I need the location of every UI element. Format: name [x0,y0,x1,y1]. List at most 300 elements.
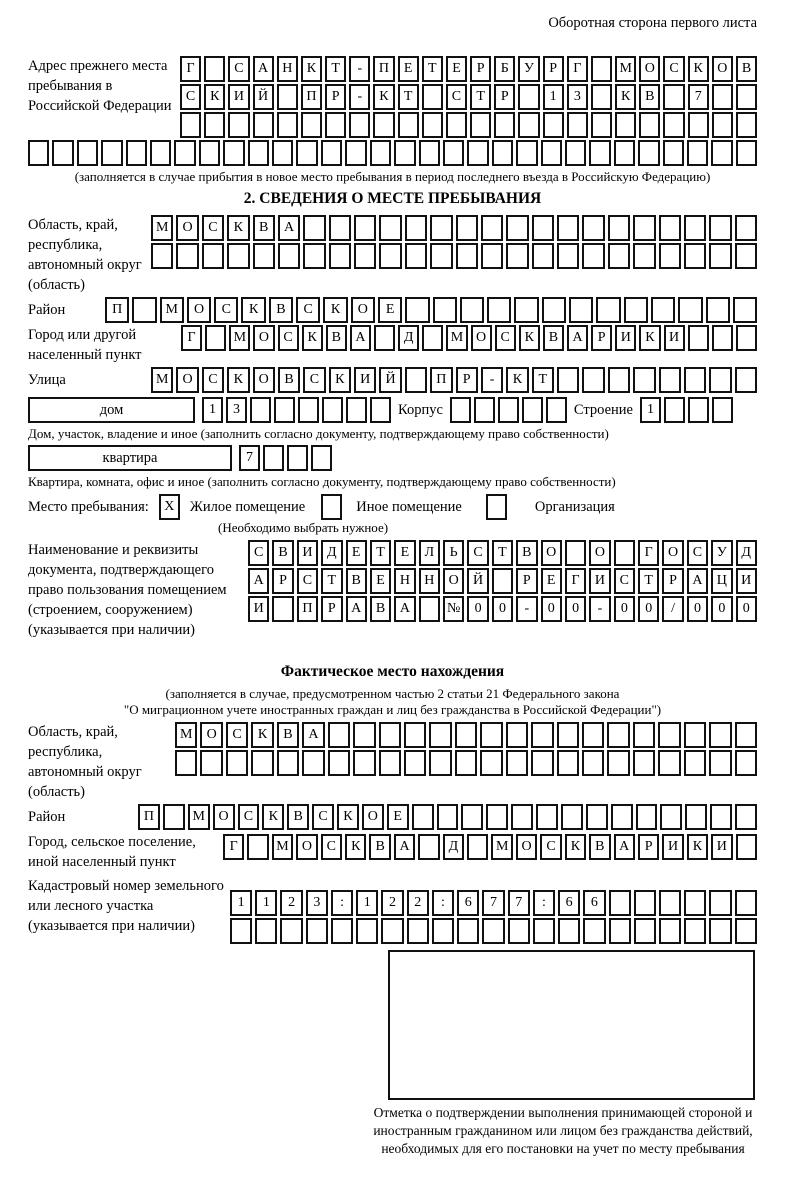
char-cell [589,140,610,166]
char-cell: К [565,834,586,860]
char-cell [202,243,224,269]
char-cell [301,112,322,138]
char-cell [633,215,655,241]
char-cell [498,397,519,423]
char-cell: В [589,834,610,860]
char-cell: Д [398,325,419,351]
char-cell [151,243,173,269]
char-cell [398,112,419,138]
field-previous-address [28,56,757,138]
char-cell: Й [467,568,488,594]
char-cell: В [272,540,293,566]
cadastral-row2 [230,918,757,944]
street-label: Улица [28,372,66,388]
char-cell: О [443,568,464,594]
char-cell: В [639,84,660,110]
char-cell [614,140,635,166]
char-cell [659,367,681,393]
char-cell [685,804,707,830]
char-cell: В [736,56,757,82]
char-cell: Р [325,84,346,110]
char-cell [296,140,317,166]
char-cell [277,750,299,776]
char-cell [345,140,366,166]
char-cell: 7 [508,890,530,916]
char-cell [250,397,271,423]
char-cell: О [362,804,384,830]
char-cell: 0 [711,596,732,622]
char-cell: 0 [638,596,659,622]
char-cell [28,140,49,166]
char-cell: Е [541,568,562,594]
char-cell [567,112,588,138]
char-cell: : [432,890,454,916]
char-cell: И [662,834,683,860]
char-cell [712,325,733,351]
char-cell [659,243,681,269]
char-cell: С [687,540,708,566]
residential-label: Жилое помещение [189,499,306,515]
confirmation-stamp-caption: Отметка о подтверждении выполнения принимающей стороной и иностранным гражданином или лицом без гражданства действий, необходимых для его постановки на учет по месту пребывания [373,1105,753,1156]
char-cell [533,918,555,944]
char-cell [639,112,660,138]
char-cell: С [467,540,488,566]
char-cell [531,722,553,748]
char-cell [419,140,440,166]
char-cell: 0 [565,596,586,622]
char-cell [506,750,528,776]
char-cell [586,804,608,830]
char-cell: А [687,568,708,594]
district-label: Район [28,302,66,318]
char-cell [223,140,244,166]
char-cell [379,243,401,269]
char-cell [467,834,488,860]
char-cell [736,140,757,166]
organization-label: Организация [534,499,615,515]
char-cell: В [269,297,293,323]
document-row1 [248,540,757,566]
char-cell: И [228,84,249,110]
char-cell: С [495,325,516,351]
char-cell: Й [379,367,401,393]
char-cell: Р [638,834,659,860]
char-cell: К [687,834,708,860]
char-cell [607,750,629,776]
char-cell [492,568,513,594]
char-cell: Р [543,56,564,82]
char-cell [684,243,706,269]
char-cell [532,243,554,269]
char-cell [712,397,733,423]
char-cell: У [518,56,539,82]
char-cell [735,367,757,393]
other-premises-label: Иное помещение [356,499,462,515]
char-cell: К [227,367,249,393]
char-cell: - [349,56,370,82]
document-row3 [248,596,757,622]
street-row [151,367,757,393]
char-cell: Б [494,56,515,82]
char-cell: П [297,596,318,622]
char-cell [432,918,454,944]
char-cell [542,297,566,323]
region-label: Область, край, республика, автономный округ (область) [28,217,142,293]
char-cell [709,367,731,393]
city-actual-row [223,834,757,860]
char-cell: 0 [492,596,513,622]
char-cell: Г [180,56,201,82]
char-cell: В [369,834,390,860]
house-caption: Дом, участок, владение и иное (заполнить согласно документу, подтверждающему право собственности) [28,426,609,441]
char-cell [518,84,539,110]
char-cell [418,834,439,860]
char-cell: А [614,834,635,860]
char-cell: Ц [711,568,732,594]
char-cell: С [228,56,249,82]
char-cell: 7 [482,890,504,916]
char-cell: А [346,596,367,622]
char-cell: М [615,56,636,82]
char-cell: / [662,596,683,622]
char-cell [735,918,757,944]
char-cell [176,243,198,269]
char-cell: В [370,596,391,622]
stroenie-label: Строение [573,402,633,418]
char-cell [557,750,579,776]
char-cell: В [516,540,537,566]
char-cell [287,445,308,471]
char-cell [329,243,351,269]
char-cell: М [229,325,250,351]
char-cell [374,325,395,351]
char-cell [470,112,491,138]
char-cell: Г [565,568,586,594]
field-district [28,297,757,323]
char-cell [354,215,376,241]
house-number-cells [202,397,391,423]
actual-location-caption2: "О миграционном учете иностранных граждан и лиц без гражданства в Российской Федерации") [123,702,662,717]
char-cell: С [296,297,320,323]
char-cell [199,140,220,166]
district-actual-label: Район [28,809,66,825]
previous-address-label: Адрес прежнего места пребывания в Российской Федерации [28,58,172,114]
char-cell: К [373,84,394,110]
char-cell [557,243,579,269]
char-cell [101,140,122,166]
char-cell: : [533,890,555,916]
char-cell [204,56,225,82]
char-cell: В [326,325,347,351]
region-actual-label: Область, край, республика, автономный округ (область) [28,724,142,800]
char-cell: М [175,722,197,748]
field-stay-type [28,494,757,520]
char-cell: Т [370,540,391,566]
apartment-cells [239,445,757,471]
char-cell [633,367,655,393]
char-cell [684,918,706,944]
char-cell: К [302,325,323,351]
char-cell [325,112,346,138]
char-cell: Е [346,540,367,566]
char-cell [688,325,709,351]
char-cell [298,397,319,423]
char-cell [274,397,295,423]
char-cell: Г [638,540,659,566]
apartment-caption: Квартира, комната, офис и иное (заполнить согласно документу, подтверждающему право собственности) [28,474,616,489]
char-cell: М [491,834,512,860]
char-cell: 0 [687,596,708,622]
char-cell [582,750,604,776]
char-cell [422,84,443,110]
char-cell: - [349,84,370,110]
cadastral-label: Кадастровый номер земельного или лесного участка (указывается при наличии) [28,878,224,934]
char-cell: И [589,568,610,594]
char-cell: 7 [239,445,260,471]
char-cell [77,140,98,166]
char-cell: Р [272,568,293,594]
char-cell [624,297,648,323]
char-cell: 0 [614,596,635,622]
char-cell [429,750,451,776]
char-cell [709,215,731,241]
char-cell [678,297,702,323]
char-cell [634,918,656,944]
field-region [28,215,757,295]
city-actual-label: Город, сельское поселение, иной населенный пункт [28,834,196,870]
char-cell: И [664,325,685,351]
char-cell: К [251,722,273,748]
char-cell [379,750,401,776]
char-cell [633,243,655,269]
char-cell [482,918,504,944]
char-cell: О [712,56,733,82]
char-cell: 2 [381,890,403,916]
char-cell [263,445,284,471]
char-cell: 0 [736,596,757,622]
district-actual-row [138,804,757,830]
char-cell [518,112,539,138]
char-cell: 2 [407,890,429,916]
char-cell: К [519,325,540,351]
char-cell [248,140,269,166]
char-cell [437,804,459,830]
char-cell [404,722,426,748]
char-cell: А [248,568,269,594]
char-cell [651,297,675,323]
region-actual-row1 [175,722,757,748]
char-cell [531,750,553,776]
char-cell [422,112,443,138]
char-cell [272,140,293,166]
char-cell [735,243,757,269]
city-label: Город или другой населенный пункт [28,327,142,363]
char-cell: Г [181,325,202,351]
char-cell [735,750,757,776]
char-cell [736,112,757,138]
char-cell: М [160,297,184,323]
char-cell [443,140,464,166]
char-cell [583,918,605,944]
char-cell: П [430,367,452,393]
char-cell [684,890,706,916]
char-cell [303,243,325,269]
char-cell: Е [378,297,402,323]
char-cell [455,750,477,776]
char-cell [565,140,586,166]
char-cell [460,297,484,323]
char-cell: - [589,596,610,622]
char-cell [200,750,222,776]
char-cell [508,918,530,944]
city-row [181,325,757,351]
char-cell: Е [398,56,419,82]
char-cell: О [351,297,375,323]
char-cell [450,397,471,423]
char-cell [684,750,706,776]
char-cell [608,367,630,393]
char-cell [711,140,732,166]
char-cell [591,56,612,82]
char-cell: П [301,84,322,110]
char-cell [379,215,401,241]
char-cell: К [262,804,284,830]
char-cell: С [446,84,467,110]
char-cell [659,215,681,241]
char-cell: В [346,568,367,594]
char-cell [132,297,156,323]
char-cell: Р [456,367,478,393]
char-cell [633,750,655,776]
char-cell [255,918,277,944]
char-cell [429,722,451,748]
char-cell: О [541,540,562,566]
char-cell: Й [253,84,274,110]
char-cell: Р [321,596,342,622]
char-cell [321,140,342,166]
char-cell: И [354,367,376,393]
char-cell: П [138,804,160,830]
char-cell [733,297,757,323]
char-cell [565,540,586,566]
char-cell: О [471,325,492,351]
korpus-label: Корпус [398,402,443,418]
char-cell [536,804,558,830]
char-cell [272,596,293,622]
document-label: Наименование и реквизиты документа, подтверждающего право пользования помещением (строением, сооружением) (указывается при наличии) [28,542,227,638]
char-cell: К [688,56,709,82]
char-cell [455,722,477,748]
actual-location-title: Фактическое место нахождения [280,663,505,680]
char-cell [614,540,635,566]
char-cell: Д [443,834,464,860]
char-cell [381,918,403,944]
char-cell [311,445,332,471]
char-cell: 3 [306,890,328,916]
previous-address-row4 [28,140,757,166]
char-cell [481,243,503,269]
char-cell: К [615,84,636,110]
char-cell [404,750,426,776]
char-cell [607,722,629,748]
char-cell: 6 [583,890,605,916]
char-cell [591,112,612,138]
char-cell: Р [591,325,612,351]
char-cell [596,297,620,323]
char-cell [514,297,538,323]
char-cell [280,918,302,944]
char-cell [615,112,636,138]
field-district-actual [28,804,757,830]
char-cell [346,397,367,423]
char-cell [481,215,503,241]
char-cell: П [105,297,129,323]
char-cell [474,397,495,423]
char-cell: О [176,367,198,393]
char-cell [684,722,706,748]
char-cell: В [253,215,275,241]
char-cell: 1 [255,890,277,916]
char-cell [659,890,681,916]
char-cell: И [248,596,269,622]
char-cell [379,722,401,748]
char-cell: И [297,540,318,566]
char-cell [636,804,658,830]
char-cell: С [321,834,342,860]
char-cell [228,112,249,138]
char-cell [634,890,656,916]
char-cell: Г [223,834,244,860]
char-cell: О [176,215,198,241]
char-cell: Т [321,568,342,594]
char-cell [253,112,274,138]
char-cell [492,140,513,166]
char-cell [174,140,195,166]
field-city-actual [28,832,757,872]
char-cell: Т [492,540,513,566]
char-cell: Е [387,804,409,830]
char-cell [227,243,249,269]
char-cell: В [278,367,300,393]
char-cell [487,297,511,323]
char-cell [180,112,201,138]
char-cell: О [639,56,660,82]
char-cell: С [278,325,299,351]
char-cell [709,750,731,776]
char-cell: 1 [230,890,252,916]
field-cadastral [28,876,757,944]
char-cell [735,215,757,241]
char-cell: К [323,297,347,323]
char-cell [277,84,298,110]
document-row2 [248,568,757,594]
region-actual-row2 [175,750,757,776]
cadastral-row1 [230,890,757,916]
checkbox-residential: X [159,494,180,520]
char-cell: К [345,834,366,860]
char-cell: О [187,297,211,323]
char-cell [405,215,427,241]
char-cell: С [214,297,238,323]
char-cell: Р [494,84,515,110]
char-cell: И [736,568,757,594]
char-cell [591,84,612,110]
char-cell [328,750,350,776]
char-cell: 1 [202,397,223,423]
char-cell [204,112,225,138]
char-cell [736,84,757,110]
char-cell [230,918,252,944]
